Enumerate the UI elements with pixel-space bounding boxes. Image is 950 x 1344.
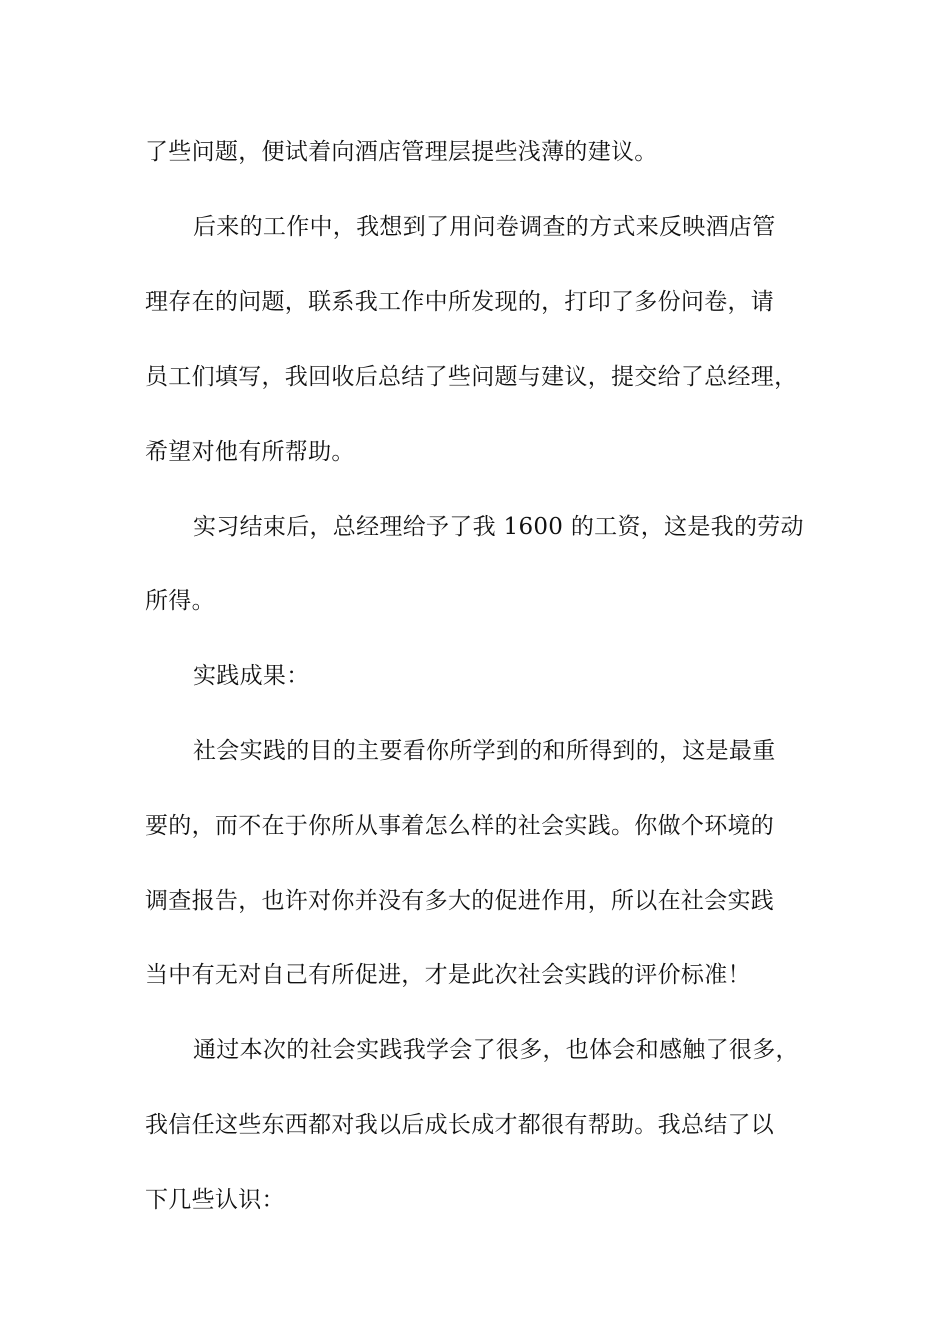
text-line: 员工们填写，我回收后总结了些问题与建议，提交给了总经理，: [145, 364, 798, 390]
text-line: 所得。: [145, 588, 215, 614]
text-line: 下几些认识：: [145, 1187, 285, 1213]
paragraph-first-line: 社会实践的目的主要看你所学到的和所得到的，这是最重: [193, 738, 776, 764]
text-line: 了些问题，便试着向酒店管理层提些浅薄的建议。: [145, 139, 658, 165]
paragraph-first-line: 实习结束后，总经理给予了我 1600 的工资，这是我的劳动: [193, 514, 804, 540]
section-heading: 实践成果：: [193, 663, 310, 689]
text-line: 我信任这些东西都对我以后成长成才都很有帮助。我总结了以: [145, 1112, 775, 1138]
text-line: 理存在的问题，联系我工作中所发现的，打印了多份问卷，请: [145, 289, 775, 315]
text-line: 希望对他有所帮助。: [145, 439, 355, 465]
text-line: 要的，而不在于你所从事着怎么样的社会实践。你做个环境的: [145, 813, 775, 839]
paragraph-first-line: 后来的工作中，我想到了用问卷调查的方式来反映酒店管: [193, 214, 776, 240]
text-line: 当中有无对自己有所促进，才是此次社会实践的评价标准！: [145, 962, 751, 988]
text-line: 调查报告，也许对你并没有多大的促进作用，所以在社会实践: [145, 888, 775, 914]
paragraph-first-line: 通过本次的社会实践我学会了很多，也体会和感触了很多，: [193, 1037, 799, 1063]
